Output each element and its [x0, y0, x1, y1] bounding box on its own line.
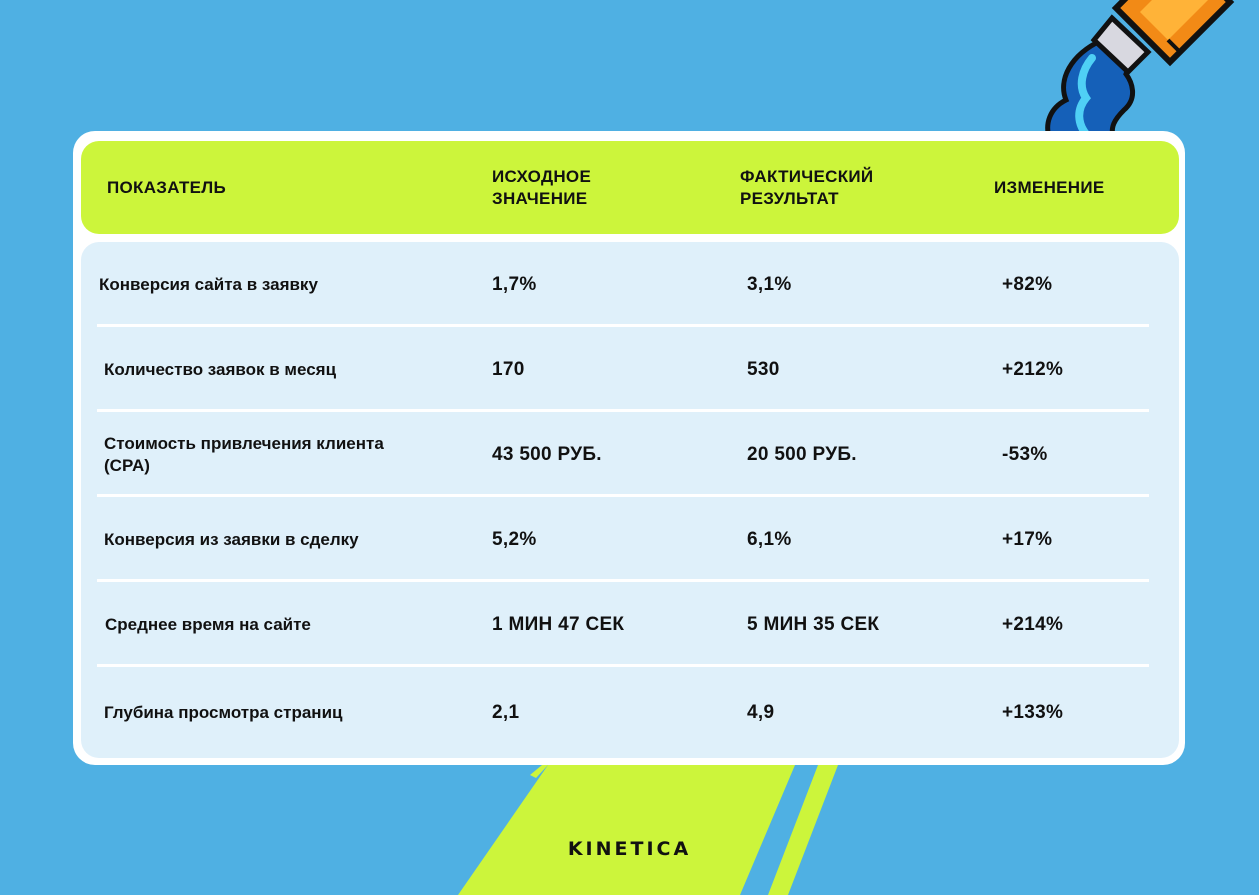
header-initial-line2: ЗНАЧЕНИЕ [492, 188, 588, 208]
header-actual-line1: ФАКТИЧЕСКИЙ [740, 166, 874, 186]
table-row [81, 412, 1179, 497]
header-indicator-label: ПОКАЗАТЕЛЬ [107, 177, 227, 197]
header-indicator [107, 141, 226, 234]
header-initial-line1: ИСХОДНОЕ [492, 166, 592, 186]
metric-name: Количество заявок в месяц [104, 359, 337, 379]
change-value: +17% [1002, 528, 1053, 550]
actual-value: 20 500 РУБ. [747, 443, 857, 465]
metric-name: Стоимость привлечения клиента (CPA) [104, 433, 384, 475]
metric-name: Среднее время на сайте [105, 614, 311, 634]
paint-brush-icon [1020, 0, 1259, 140]
table-header [81, 141, 1179, 234]
metric-name: Конверсия из заявки в сделку [104, 529, 359, 549]
initial-value: 2,1 [492, 701, 520, 723]
table-row [81, 582, 1179, 667]
table-row [81, 497, 1179, 582]
initial-value: 170 [492, 358, 525, 380]
results-table-card [73, 131, 1185, 765]
change-value: +133% [1002, 701, 1064, 723]
actual-value: 530 [747, 358, 780, 380]
initial-value: 5,2% [492, 528, 537, 550]
actual-value: 6,1% [747, 528, 792, 550]
actual-value: 5 МИН 35 СЕК [747, 613, 880, 635]
header-change-label: ИЗМЕНЕНИЕ [994, 177, 1105, 197]
brand-logo: KINETICA [567, 838, 692, 860]
table-row [81, 667, 1179, 758]
table-body [81, 242, 1179, 758]
actual-value: 3,1% [747, 273, 792, 295]
metric-name: Глубина просмотра страниц [104, 702, 343, 722]
header-change [994, 141, 1105, 234]
table-row [81, 242, 1179, 327]
header-actual [740, 141, 873, 234]
initial-value: 1 МИН 47 СЕК [492, 613, 625, 635]
header-initial [492, 141, 591, 234]
metric-name: Конверсия сайта в заявку [99, 274, 318, 294]
change-value: +212% [1002, 358, 1064, 380]
change-value: +214% [1002, 613, 1064, 635]
initial-value: 43 500 РУБ. [492, 443, 602, 465]
change-value: +82% [1002, 273, 1053, 295]
header-actual-line2: РЕЗУЛЬТАТ [740, 188, 839, 208]
actual-value: 4,9 [747, 701, 775, 723]
initial-value: 1,7% [492, 273, 537, 295]
table-row [81, 327, 1179, 412]
change-value: -53% [1002, 443, 1048, 465]
